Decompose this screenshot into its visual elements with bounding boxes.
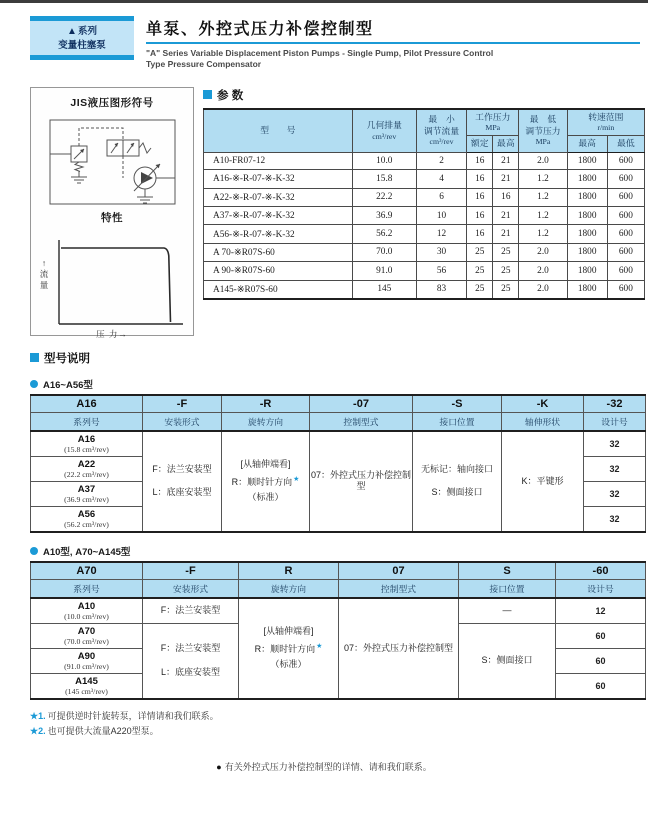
table-cell: 16 <box>467 170 493 188</box>
table-cell: 600 <box>607 225 644 243</box>
col-rated: 额定 <box>467 136 493 152</box>
table-cell: A 90-※R07S-60 <box>204 262 353 280</box>
table-cell: 4 <box>416 170 466 188</box>
flow-axis-label: ↑ 流 量 <box>39 257 49 291</box>
table-cell: 1800 <box>567 170 607 188</box>
star-mark-icon: ★2. <box>30 726 46 737</box>
table-cell: 600 <box>607 262 644 280</box>
table-cell: 2 <box>416 152 466 169</box>
table-cell: 1.2 <box>519 170 567 188</box>
code-cell: 07 <box>339 562 459 580</box>
bottom-note: ● 有关外控式压力补偿控制型的详情、请和我们联系。 <box>216 761 432 772</box>
table-cell: 1.2 <box>519 188 567 206</box>
circle-bullet-icon: ● <box>216 761 222 772</box>
pressure-axis-label: 压 力→ <box>96 328 128 339</box>
table-cell: 15.8 <box>352 170 416 188</box>
table-row <box>204 188 645 206</box>
code-cell: -S <box>413 395 502 413</box>
table-cell: 10.0 <box>352 152 416 169</box>
table-cell: 70.0 <box>352 243 416 261</box>
table-cell: 91.0 <box>352 262 416 280</box>
table-cell: 22.2 <box>352 188 416 206</box>
model-code-section <box>30 350 645 700</box>
table-cell: 6 <box>416 188 466 206</box>
table-cell: A 70-※R07S-60 <box>204 243 353 261</box>
section-bullet-icon <box>203 90 212 99</box>
design-cell: 60 <box>556 648 646 673</box>
model-section-heading: 型号说明 <box>30 350 645 366</box>
page-header <box>30 16 640 71</box>
table-cell: 56 <box>416 262 466 280</box>
page-subtitle-en <box>146 48 640 71</box>
table-row <box>31 431 646 457</box>
design-cell: 32 <box>584 506 646 532</box>
label-cell: 接口位置 <box>413 412 502 431</box>
circle-bullet-icon <box>30 380 38 388</box>
parameters-table <box>203 108 645 300</box>
table-cell: 600 <box>607 152 644 169</box>
table-cell: 21 <box>493 152 519 169</box>
table-cell: A56-※-R-07-※-K-32 <box>204 225 353 243</box>
series-badge-line2: 变量柱塞泵 <box>58 40 106 51</box>
brand-logo-icon: ▲ <box>67 26 77 37</box>
label-cell: 设计号 <box>556 579 646 598</box>
label-cell: 旋转方向 <box>239 579 339 598</box>
table-cell: 1.2 <box>519 207 567 225</box>
col-max-speed: 最高 <box>567 136 607 152</box>
series-badge-line1 <box>30 25 134 39</box>
series-cell: A10 (10.0 cm³/rev) <box>31 598 143 624</box>
design-cell: 60 <box>556 673 646 699</box>
label-cell: 安装形式 <box>143 579 239 598</box>
col-min-speed: 最低 <box>607 136 644 152</box>
port-cell: S：侧面接口 <box>459 623 556 699</box>
table-cell: 21 <box>493 170 519 188</box>
model-code-table-a10-a70-a145 <box>30 561 646 700</box>
col-displacement: 几何排量 cm³/rev <box>352 109 416 152</box>
table-row <box>204 243 645 261</box>
code-cell: S <box>459 562 556 580</box>
table-cell: 2.0 <box>519 243 567 261</box>
code-cell: A16 <box>31 395 143 413</box>
table-row <box>204 225 645 243</box>
page-title: 单泵、外控式压力补偿控制型 <box>146 21 374 38</box>
table-row <box>204 280 645 299</box>
series-badge <box>30 16 134 60</box>
flow-arrow-icon: ↑ <box>41 257 47 268</box>
table-cell: 2.0 <box>519 152 567 169</box>
table-cell: 1800 <box>567 243 607 261</box>
table-cell: 1800 <box>567 225 607 243</box>
table-cell: 600 <box>607 188 644 206</box>
code-cell: -F <box>143 562 239 580</box>
series-cell: A90 (91.0 cm³/rev) <box>31 648 143 673</box>
star-mark-icon: ★ <box>316 642 323 650</box>
col-speed-range: 转速范围 r/min <box>567 109 644 136</box>
series-cell: A56 (56.2 cm³/rev) <box>31 506 143 532</box>
jis-symbol-panel <box>30 87 194 339</box>
table-cell: 25 <box>493 243 519 261</box>
table-cell: 1800 <box>567 188 607 206</box>
col-model: 型 号 <box>204 109 353 152</box>
table-cell: 83 <box>416 280 466 299</box>
table-cell: 600 <box>607 170 644 188</box>
code-cell: -60 <box>556 562 646 580</box>
table-cell: A16-※-R-07-※-K-32 <box>204 170 353 188</box>
hydraulic-circuit-diagram <box>37 114 187 210</box>
table-row <box>204 207 645 225</box>
series-cell: A145 (145 cm³/rev) <box>31 673 143 699</box>
model-code-table-a16-a56 <box>30 394 646 533</box>
table-cell: 145 <box>352 280 416 299</box>
label-cell: 安装形式 <box>143 412 222 431</box>
table-cell: 36.9 <box>352 207 416 225</box>
table2-subhead: A10型, A70~A145型 <box>30 544 645 558</box>
table-cell: 1800 <box>567 280 607 299</box>
table-cell: 600 <box>607 207 644 225</box>
table-cell: A22-※-R-07-※-K-32 <box>204 188 353 206</box>
subtitle-line2: Type Pressure Compensator <box>146 59 262 70</box>
label-cell: 旋转方向 <box>222 412 310 431</box>
shaft-cell: K：平键形 <box>502 431 584 532</box>
col-min-flow: 最 小 调节流量 cm³/rev <box>416 109 466 152</box>
design-cell: 32 <box>584 481 646 506</box>
characteristic-curve <box>37 232 187 332</box>
design-cell: 32 <box>584 456 646 481</box>
col-max-pressure: 最高 <box>493 136 519 152</box>
parameters-table-body <box>204 152 645 299</box>
control-cell: 07：外控式压力补偿控制型 <box>310 431 413 532</box>
series-cell: A37 (36.9 cm³/rev) <box>31 481 143 506</box>
code-cell: A70 <box>31 562 143 580</box>
port-cell: — <box>459 598 556 624</box>
port-cell: 无标记：轴向接口 S：侧面接口 <box>413 431 502 532</box>
table-cell: 10 <box>416 207 466 225</box>
table-cell: 21 <box>493 225 519 243</box>
circle-bullet-icon <box>30 547 38 555</box>
table-cell: 25 <box>467 280 493 299</box>
label-cell: 轴伸形状 <box>502 412 584 431</box>
table-cell: 1.2 <box>519 225 567 243</box>
page-top-edge <box>0 0 648 3</box>
top-content-row <box>30 87 645 339</box>
rotation-cell: [从轴伸端看] R：顺时针方向★ （标准） <box>222 431 310 532</box>
control-cell: 07：外控式压力补偿控制型 <box>339 598 459 699</box>
footnotes <box>30 709 648 740</box>
table-row <box>204 170 645 188</box>
mount-cell: F：法兰安装型 L：底座安装型 <box>143 623 239 699</box>
table-cell: 600 <box>607 280 644 299</box>
table-cell: 600 <box>607 243 644 261</box>
star-mark-icon: ★ <box>293 475 300 483</box>
design-cell: 32 <box>584 431 646 457</box>
design-cell: 12 <box>556 598 646 624</box>
label-cell: 接口位置 <box>459 579 556 598</box>
label-cell: 系列号 <box>31 412 143 431</box>
table-cell: 56.2 <box>352 225 416 243</box>
table-cell: 2.0 <box>519 262 567 280</box>
code-cell: -F <box>143 395 222 413</box>
label-cell: 系列号 <box>31 579 143 598</box>
table-cell: 21 <box>493 207 519 225</box>
star-mark-icon: ★1. <box>30 710 46 721</box>
table-cell: 25 <box>467 262 493 280</box>
series-cell: A16 (15.8 cm³/rev) <box>31 431 143 457</box>
series-cell: A22 (22.2 cm³/rev) <box>31 456 143 481</box>
table-cell: 1800 <box>567 207 607 225</box>
jis-symbol-title: JIS液压图形符号 <box>70 96 154 109</box>
code-cell: -07 <box>310 395 413 413</box>
table-cell: 16 <box>467 207 493 225</box>
characteristic-title: 特性 <box>101 211 123 224</box>
table-cell: 30 <box>416 243 466 261</box>
table-row <box>31 598 646 624</box>
table-cell: 25 <box>493 262 519 280</box>
table-cell: 16 <box>493 188 519 206</box>
table-cell: A145-※R07S-60 <box>204 280 353 299</box>
subtitle-line1: "A" Series Variable Displacement Piston Pumps - Single Pump, Pilot Pressure Control <box>146 48 494 58</box>
series-cell: A70 (70.0 cm³/rev) <box>31 623 143 648</box>
series-badge-text: 系列 <box>77 26 97 37</box>
parameters-table-header <box>204 109 645 152</box>
col-working-pressure: 工作压力 MPa <box>467 109 519 136</box>
code-cell: R <box>239 562 339 580</box>
section-bullet-icon <box>30 353 39 362</box>
characteristic-chart <box>31 232 193 340</box>
table-cell: 16 <box>467 225 493 243</box>
footnote-1: ★1. 可提供逆时针旋转泵，详情请和我们联系。 <box>30 710 219 721</box>
table-cell: 16 <box>467 152 493 169</box>
code-cell: -32 <box>584 395 646 413</box>
table-cell: 2.0 <box>519 280 567 299</box>
col-min-adjust-pressure: 最 低 调节压力 MPa <box>519 109 567 152</box>
rotation-cell: [从轴伸端看] R：顺时针方向★ （标准） <box>239 598 339 699</box>
table1-subhead: A16~A56型 <box>30 377 645 391</box>
label-cell: 控制型式 <box>310 412 413 431</box>
label-cell: 控制型式 <box>339 579 459 598</box>
title-underline <box>146 42 640 44</box>
table-cell: 25 <box>493 280 519 299</box>
table-row <box>204 152 645 169</box>
table-cell: A37-※-R-07-※-K-32 <box>204 207 353 225</box>
table-cell: 16 <box>467 188 493 206</box>
table-row <box>204 262 645 280</box>
title-block <box>146 16 640 71</box>
table-cell: 12 <box>416 225 466 243</box>
label-cell: 设计号 <box>584 412 646 431</box>
table-cell: 1800 <box>567 152 607 169</box>
code-cell: -R <box>222 395 310 413</box>
footnote-2: ★2. 也可提供大流量A220型泵。 <box>30 726 159 737</box>
table-cell: 25 <box>467 243 493 261</box>
mount-cell: F：法兰安装型 L：底座安装型 <box>143 431 222 532</box>
parameters-section <box>203 87 645 336</box>
mount-cell: F：法兰安装型 <box>143 598 239 624</box>
table-cell: 1800 <box>567 262 607 280</box>
design-cell: 60 <box>556 623 646 648</box>
parameters-heading: 参 数 <box>203 87 645 103</box>
code-cell: -K <box>502 395 584 413</box>
table-cell: A10-FR07-12 <box>204 152 353 169</box>
